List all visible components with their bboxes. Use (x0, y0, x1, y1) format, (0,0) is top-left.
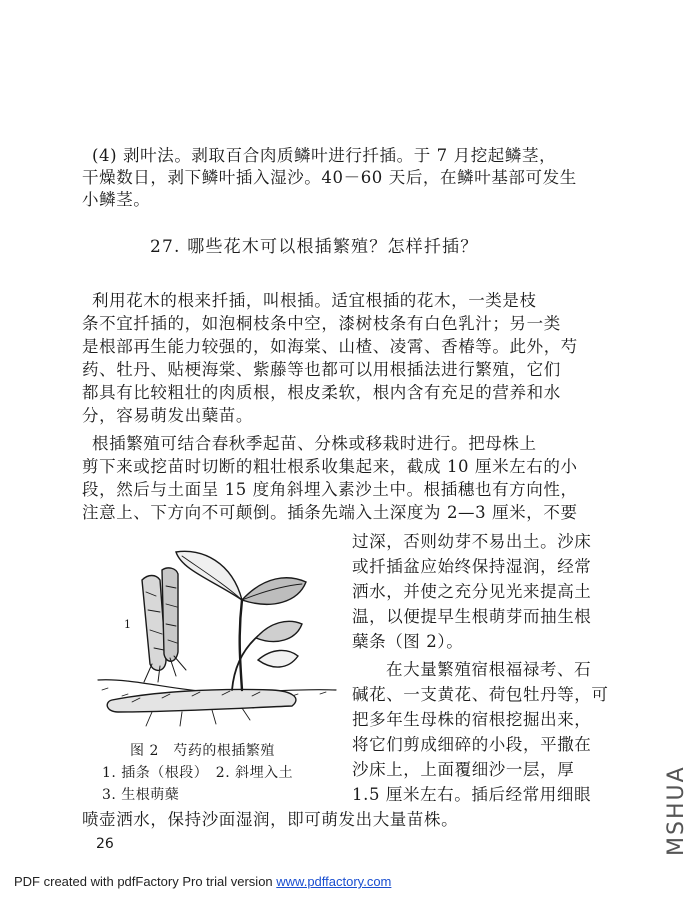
text-line: 段，然后与土面呈 15 度角斜埋入素沙土中。根插穗也有方向性， (82, 480, 578, 499)
text-line: 喷壶洒水，保持沙面湿润，即可萌发出大量苗株。 (82, 810, 459, 829)
text-line: 是根部再生能力较强的，如海棠、山楂、凌霄、香椿等。此外，芍 (82, 337, 578, 356)
text-line: 根插繁殖可结合春秋季起苗、分株或移栽时进行。把母株上 (92, 434, 537, 453)
footer-text: PDF created with pdfFactory Pro trial version (14, 874, 277, 889)
text-line: 过深，否则幼芽不易出土。沙床 (352, 532, 592, 551)
section-heading: 27. 哪些花木可以根插繁殖？怎样扦插？ (150, 237, 479, 257)
text-line: 蘖条（图 2）。 (352, 632, 464, 651)
figure-legend-line: 3. 生根萌蘖 (102, 787, 180, 803)
footer-link[interactable]: www.pdffactory.com (276, 874, 392, 889)
figure-legend-line: 1. 插条（根段） 2. 斜埋入土 (102, 765, 294, 781)
text-line: 注意上、下方向不可颠倒。插条先端入土深度为 2—3 厘米，不要 (82, 503, 578, 522)
text-line: 干燥数日，剥下鳞叶插入湿沙。40－60 天后，在鳞叶基部可发生 (82, 168, 577, 187)
figure-peony-root-cutting (92, 540, 342, 735)
pdf-footer (14, 874, 391, 889)
figure-label-1: 1 (124, 618, 131, 631)
text-line: 条不宜扦插的，如泡桐枝条中空，漆树枝条有白色乳汁；另一类 (82, 314, 561, 333)
text-line: 1.5 厘米左右。插后经常用细眼 (352, 785, 592, 804)
text-line: 都具有比较粗壮的肉质根，根皮柔软，根内含有充足的营养和水 (82, 383, 561, 402)
text-line: 分，容易萌发出蘖苗。 (82, 406, 253, 425)
page-number: 26 (96, 836, 114, 852)
text-line: 药、牡丹、贴梗海棠、紫藤等也都可以用根插法进行繁殖，它们 (82, 360, 561, 379)
text-line: 在大量繁殖宿根福禄考、石 (386, 660, 592, 679)
figure-caption: 图 2 芍药的根插繁殖 (130, 743, 275, 759)
text-line: (4) 剥叶法。剥取百合肉质鳞叶进行扦插。于 7 月挖起鳞茎， (92, 146, 557, 165)
text-line: 剪下来或挖苗时切断的粗壮根系收集起来，截成 10 厘米左右的小 (82, 457, 578, 476)
text-line: 或扦插盆应始终保持湿润，经常 (352, 557, 592, 576)
text-line: 将它们剪成细碎的小段，平撒在 (352, 735, 592, 754)
text-line: 温，以便提早生根萌芽而抽生根 (352, 607, 592, 626)
text-line: 小鳞茎。 (82, 190, 151, 209)
root-cutting-illustration (92, 540, 342, 735)
text-line: 把多年生母株的宿根挖掘出来， (352, 710, 592, 729)
text-line: 利用花木的根来扦插，叫根插。适宜根插的花木，一类是枝 (92, 291, 537, 310)
watermark: MSHUA (664, 765, 689, 856)
text-line: 沙床上，上面覆细沙一层，厚 (352, 760, 575, 779)
text-line: 碱花、一支黄花、荷包牡丹等，可 (352, 685, 609, 704)
text-line: 洒水，并使之充分见光来提高土 (352, 582, 592, 601)
